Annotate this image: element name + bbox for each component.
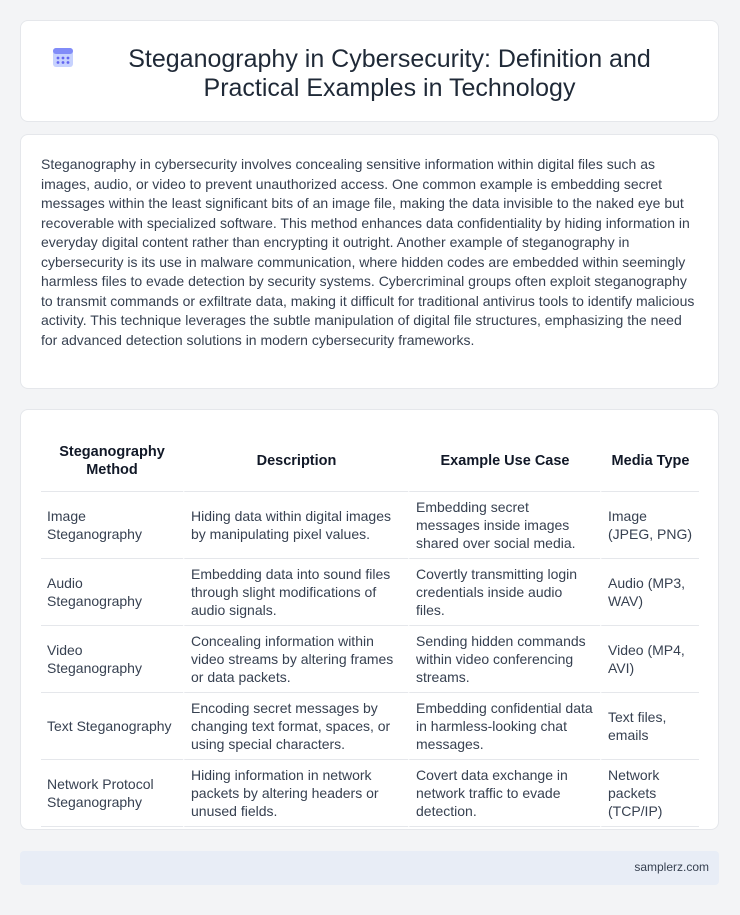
table-card [20, 409, 719, 830]
table-header-row [41, 430, 699, 492]
cell-method: Network Protocol Steganography [41, 760, 183, 827]
footer-site-link[interactable]: samplerz.com [634, 860, 709, 874]
table-row [41, 760, 699, 827]
cell-media-type: Audio (MP3, WAV) [600, 559, 699, 626]
table-row [41, 559, 699, 626]
title-card [20, 20, 719, 122]
cell-example: Covert data exchange in network traffic to evade detection. [408, 760, 600, 827]
table-row [41, 492, 699, 559]
page-title: Steganography in Cybersecurity: Definition and Practical Examples in Technology [128, 45, 651, 102]
header-method: Steganography Method [41, 430, 183, 492]
table-row [41, 693, 699, 760]
intro-paragraph: Steganography in cybersecurity involves concealing sensitive information within digital files such as images, audio, or video to prevent unauthorized access. One common example is embedding secret messages within the least significant bits of an image file, making the data invisible to the naked eye but recoverable with specialized software. This method enhances data confidentiality by hiding information in everyday digital content rather than encrypting it outright. Another example of steganography in cybersecurity is its use in malware communication, where hidden codes are embedded within seemingly harmless files to evade detection by security systems. Cybercriminal groups often exploit steganography to transmit commands or exfiltrate data, making it difficult for traditional antivirus tools to identify malicious activity. This technique leverages the subtle manipulation of digital file structures, emphasizing the need for advanced detection solutions in modern cybersecurity frameworks. [41, 156, 695, 348]
cell-media-type: Text files, emails [600, 693, 699, 760]
header-media-type: Media Type [600, 430, 699, 492]
cell-example: Embedding confidential data in harmless-looking chat messages. [408, 693, 600, 760]
footer-bar [20, 851, 719, 885]
cell-description: Encoding secret messages by changing text format, spaces, or using special characters. [183, 693, 408, 760]
cell-description: Concealing information within video streams by altering frames or data packets. [183, 626, 408, 693]
cell-description: Hiding information in network packets by altering headers or unused fields. [183, 760, 408, 827]
cell-method: Image Steganography [41, 492, 183, 559]
cell-method: Text Steganography [41, 693, 183, 760]
steganography-table [41, 430, 699, 827]
cell-media-type: Image (JPEG, PNG) [600, 492, 699, 559]
cell-description: Embedding data into sound files through slight modifications of audio signals. [183, 559, 408, 626]
cell-media-type: Video (MP4, AVI) [600, 626, 699, 693]
table-row [41, 626, 699, 693]
cell-example: Embedding secret messages inside images shared over social media. [408, 492, 600, 559]
cell-media-type: Network packets (TCP/IP) [600, 760, 699, 827]
cell-description: Hiding data within digital images by manipulating pixel values. [183, 492, 408, 559]
cell-example: Covertly transmitting login credentials inside audio files. [408, 559, 600, 626]
cell-example: Sending hidden commands within video conferencing streams. [408, 626, 600, 693]
header-example: Example Use Case [408, 430, 600, 492]
intro-card [20, 134, 719, 389]
cell-method: Audio Steganography [41, 559, 183, 626]
cell-method: Video Steganography [41, 626, 183, 693]
header-description: Description [183, 430, 408, 492]
